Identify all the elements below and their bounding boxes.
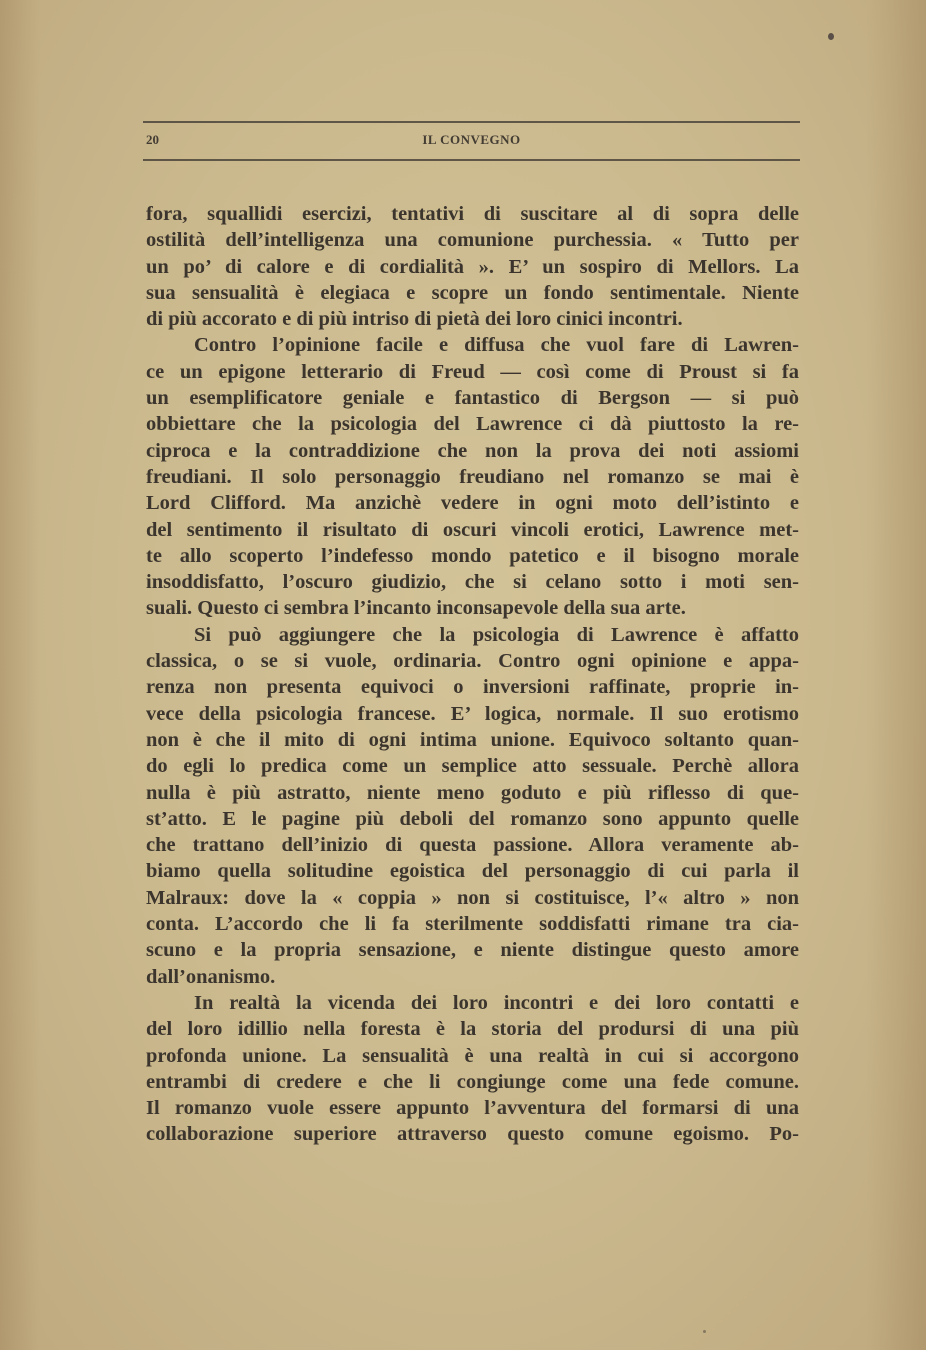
- text-line: un esemplificatore geniale e fantastico di Bergson — si può: [146, 387, 799, 410]
- text-line: conta. L’accordo che li fa sterilmente soddisfatti rimane tra cia-: [146, 913, 799, 936]
- paragraph: [146, 622, 799, 990]
- text-line: Malraux: dove la « coppia » non si costituisce, l’« altro » non: [146, 886, 799, 909]
- ink-speck: [703, 1330, 706, 1333]
- text-line: obbiettare che la psicologia del Lawrence ci dà piuttosto la re-: [146, 413, 799, 436]
- text-line: do egli lo predica come un semplice atto sessuale. Perchè allora: [146, 755, 799, 778]
- header-rule-top: [143, 121, 800, 123]
- text-line: biamo quella solitudine egoistica del personaggio di cui parla il: [146, 860, 799, 883]
- running-head: [143, 132, 800, 150]
- page-number: 20: [146, 132, 159, 147]
- page-edge-shadow-right: [866, 0, 926, 1350]
- ink-speck: [828, 33, 834, 40]
- text-line: non è che il mito di ogni intima unione. Equivoco soltanto quan-: [146, 728, 799, 751]
- text-line: insoddisfatto, l’oscuro giudizio, che si celano sotto i moti sen-: [146, 571, 799, 594]
- text-line: Si può aggiungere che la psicologia di Lawrence è affatto: [194, 623, 799, 646]
- text-line: collaborazione superiore attraverso questo comune egoismo. Po-: [146, 1123, 799, 1146]
- text-line: sua sensualità è elegiaca e scopre un fondo sentimentale. Niente: [146, 281, 799, 304]
- text-line: ostilità dell’intelligenza una comunione purchessia. « Tutto per: [146, 229, 799, 252]
- text-line: profonda unione. La sensualità è una realtà in cui si accorgono: [146, 1044, 799, 1067]
- body-text: [146, 201, 799, 1148]
- text-line: ce un epigone letterario di Freud — così come di Proust si fa: [146, 360, 799, 383]
- text-line: Lord Clifford. Ma anzichè vedere in ogni moto dell’istinto e: [146, 492, 799, 515]
- text-line: entrambi di credere e che li congiunge come una fede comune.: [146, 1070, 799, 1093]
- text-line: freudiani. Il solo personaggio freudiano nel romanzo se mai è: [146, 465, 799, 488]
- text-line: Il romanzo vuole essere appunto l’avventura del formarsi di una: [146, 1097, 799, 1120]
- page-edge-shadow-left: [0, 0, 40, 1350]
- paragraph: [146, 990, 799, 1148]
- paragraph: [146, 201, 799, 332]
- text-line: che trattano dell’inizio di questa passione. Allora veramente ab-: [146, 834, 799, 857]
- text-line: te allo scoperto l’indefesso mondo patetico e il bisogno morale: [146, 544, 799, 567]
- text-line: Contro l’opinione facile e diffusa che vuol fare di Lawren-: [194, 334, 799, 357]
- text-line: di più accorato e di più intriso di pietà dei loro cinici incontri.: [146, 308, 683, 331]
- text-line: un po’ di calore e di cordialità ». E’ un sospiro di Mellors. La: [146, 255, 799, 278]
- text-line: classica, o se si vuole, ordinaria. Contro ogni opinione e appa-: [146, 650, 799, 673]
- text-line: del sentimento il risultato di oscuri vincoli erotici, Lawrence met-: [146, 518, 799, 541]
- text-line: st’atto. E le pagine più deboli del romanzo sono appunto quelle: [146, 807, 799, 830]
- text-line: del loro idillio nella foresta è la storia del prodursi di una più: [146, 1018, 799, 1041]
- text-line: fora, squallidi esercizi, tentativi di suscitare al di sopra delle: [146, 203, 799, 225]
- text-line: renza non presenta equivoci o inversioni raffinate, proprie in-: [146, 676, 799, 699]
- text-line: vece della psicologia francese. E’ logica, normale. Il suo erotismo: [146, 702, 799, 725]
- journal-title: IL CONVEGNO: [422, 132, 521, 147]
- text-line: In realtà la vicenda dei loro incontri e dei loro contatti e: [194, 991, 799, 1014]
- text-line: suali. Questo ci sembra l’incanto inconsapevole della sua arte.: [146, 597, 686, 620]
- text-line: ciproca e la contraddizione che non la prova dei noti assiomi: [146, 439, 799, 462]
- text-line: scuno e la propria sensazione, e niente distingue questo amore: [146, 939, 799, 962]
- header-rule-bottom: [143, 159, 800, 161]
- text-line: dall’onanismo.: [146, 965, 276, 988]
- paragraph: [146, 332, 799, 621]
- text-line: nulla è più astratto, niente meno goduto e più riflesso di que-: [146, 781, 799, 804]
